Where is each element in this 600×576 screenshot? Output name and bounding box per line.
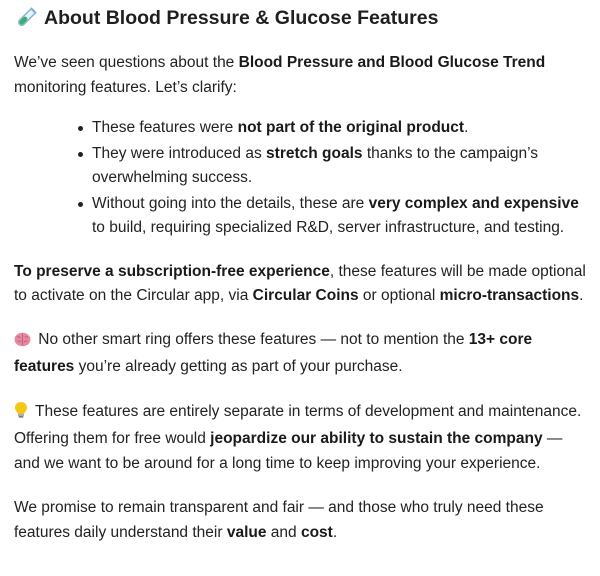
list-item: They were introduced as stretch goals thanks to the campaign’s overwhelming success. xyxy=(92,142,586,191)
list-item: These features were not part of the original product. xyxy=(92,116,586,141)
clarification-list xyxy=(14,116,586,241)
separate-development-paragraph: These features are entirely separate in terms of development and maintenance. Offering them for free would jeopardize our ability to sustain the company — and we want to be around for a long time to keep improving your experience. xyxy=(14,402,582,472)
intro-paragraph: We’ve seen questions about the Blood Pressure and Blood Glucose Trend monitoring features. Let’s clarify: xyxy=(14,54,546,96)
section-heading xyxy=(14,0,586,32)
unique-features-paragraph: No other smart ring offers these features — not to mention the 13+ core features you’re already getting as part of your purchase. xyxy=(14,330,533,375)
test-tube-icon xyxy=(14,6,38,30)
section-heading-text: About Blood Pressure & Glucose Features xyxy=(44,7,439,29)
brain-icon xyxy=(14,331,31,356)
subscription-paragraph: To preserve a subscription-free experience, these features will be made optional to activate on the Circular app, via Circular Coins or optional micro-transactions. xyxy=(14,262,586,304)
promise-paragraph: We promise to remain transparent and fair — and those who truly need these features daily understand their value and cost. xyxy=(14,499,544,541)
light-bulb-icon xyxy=(14,401,28,428)
list-item: Without going into the details, these are very complex and expensive to build, requiring specialized R&D, server infrastructure, and testing. xyxy=(92,192,586,241)
